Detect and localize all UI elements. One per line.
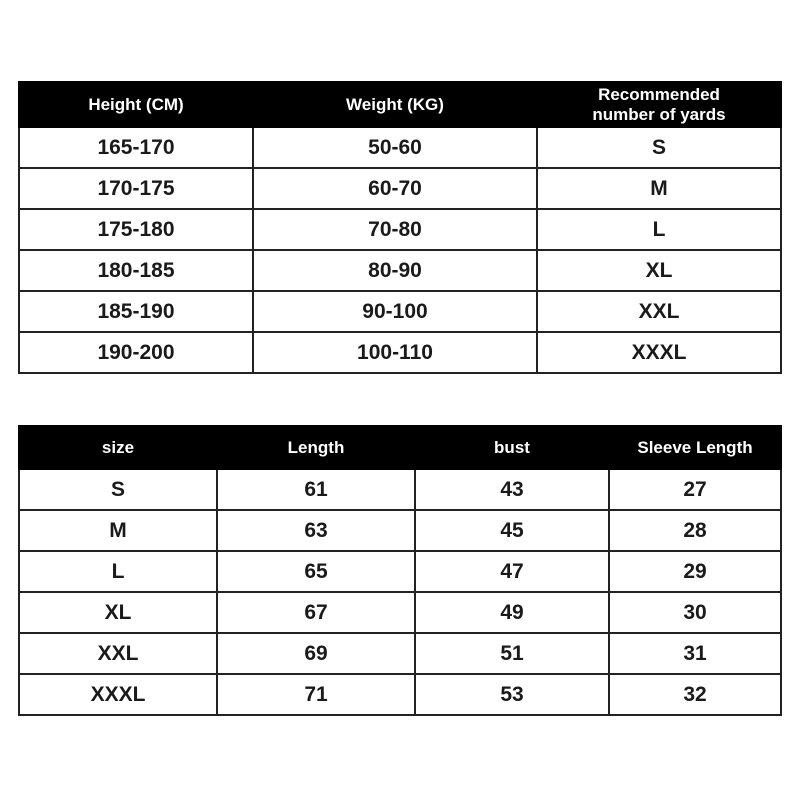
size-cell: XXL [537,291,781,332]
weight-cell: 70-80 [253,209,537,250]
sleeve-length-cell: 32 [609,674,781,715]
table-row [19,250,781,291]
sleeve-length-cell: 28 [609,510,781,551]
sleeve-length-cell: 27 [609,469,781,510]
column-header-bust: bust [415,426,609,469]
size-cell: XXL [19,633,217,674]
sleeve-length-cell: 29 [609,551,781,592]
size-cell: L [19,551,217,592]
length-cell: 67 [217,592,415,633]
column-header-sleeve-length: Sleeve Length [609,426,781,469]
bust-cell: 49 [415,592,609,633]
height-cell: 180-185 [19,250,253,291]
weight-cell: 100-110 [253,332,537,373]
table-row [19,469,781,510]
length-cell: 65 [217,551,415,592]
length-cell: 71 [217,674,415,715]
table-row [19,127,781,168]
weight-cell: 90-100 [253,291,537,332]
weight-cell: 80-90 [253,250,537,291]
column-header-height: Height (CM) [19,82,253,127]
bust-cell: 45 [415,510,609,551]
garment-measurement-table [18,425,782,716]
height-weight-size-table [18,81,782,374]
size-cell: M [19,510,217,551]
table-row [19,168,781,209]
column-header-weight: Weight (KG) [253,82,537,127]
table-header-row [19,426,781,469]
size-cell: S [537,127,781,168]
bust-cell: 43 [415,469,609,510]
column-header-recommended-size: Recommended number of yards [537,82,781,127]
table-header-row [19,82,781,127]
column-header-length: Length [217,426,415,469]
height-cell: 190-200 [19,332,253,373]
size-cell: XXXL [537,332,781,373]
weight-cell: 50-60 [253,127,537,168]
size-cell: S [19,469,217,510]
table-row [19,510,781,551]
bust-cell: 53 [415,674,609,715]
height-cell: 170-175 [19,168,253,209]
bust-cell: 51 [415,633,609,674]
size-cell: XXXL [19,674,217,715]
table-row [19,633,781,674]
sleeve-length-cell: 30 [609,592,781,633]
table-row [19,674,781,715]
table-row [19,551,781,592]
bust-cell: 47 [415,551,609,592]
height-cell: 165-170 [19,127,253,168]
length-cell: 63 [217,510,415,551]
length-cell: 69 [217,633,415,674]
table-row [19,332,781,373]
table-row [19,592,781,633]
table-row [19,291,781,332]
size-cell: L [537,209,781,250]
table-row [19,209,781,250]
size-cell: XL [537,250,781,291]
weight-cell: 60-70 [253,168,537,209]
height-cell: 175-180 [19,209,253,250]
size-cell: XL [19,592,217,633]
column-header-size: size [19,426,217,469]
size-cell: M [537,168,781,209]
sleeve-length-cell: 31 [609,633,781,674]
height-cell: 185-190 [19,291,253,332]
length-cell: 61 [217,469,415,510]
